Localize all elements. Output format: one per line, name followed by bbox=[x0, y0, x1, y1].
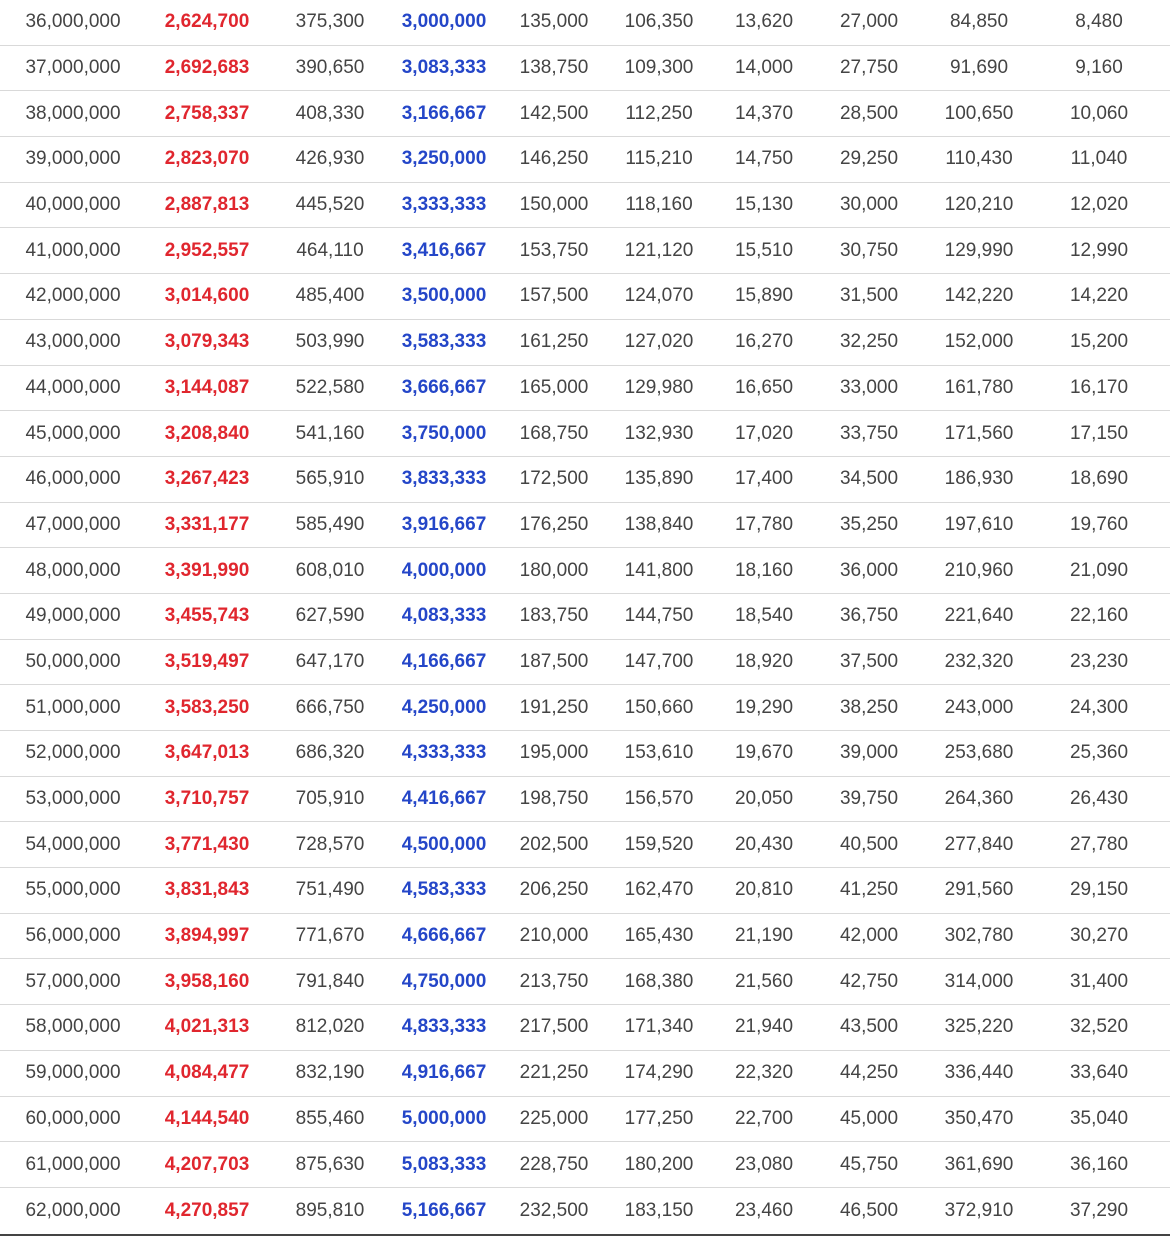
table-cell-col-9: 350,470 bbox=[944, 1107, 1014, 1129]
table-cell-col-2: 2,887,813 bbox=[164, 194, 250, 216]
table-cell-col-1: 44,000,000 bbox=[25, 376, 121, 398]
table-cell-col-7: 19,290 bbox=[734, 696, 794, 718]
table-cell-col-5: 202,500 bbox=[519, 833, 589, 855]
table-cell-col-10: 9,160 bbox=[1075, 57, 1123, 79]
table-cell-col-3: 647,170 bbox=[295, 650, 365, 672]
table-cell-col-5: 135,000 bbox=[519, 11, 589, 33]
table-cell-col-6: 132,930 bbox=[624, 422, 694, 444]
table-cell-col-10: 21,090 bbox=[1069, 559, 1129, 581]
table-cell-col-8: 27,000 bbox=[839, 11, 899, 33]
table-cell-col-10: 30,270 bbox=[1069, 925, 1129, 947]
table-cell-col-1: 36,000,000 bbox=[25, 11, 121, 33]
table-cell-col-5: 221,250 bbox=[519, 1062, 589, 1084]
table-cell-col-10: 33,640 bbox=[1069, 1062, 1129, 1084]
table-cell-col-8: 34,500 bbox=[839, 468, 899, 490]
table-cell-col-10: 29,150 bbox=[1069, 879, 1129, 901]
table-cell-col-4: 4,916,667 bbox=[401, 1062, 487, 1084]
table-cell-col-6: 153,610 bbox=[624, 742, 694, 764]
table-cell-col-8: 30,000 bbox=[839, 194, 899, 216]
table-row bbox=[0, 914, 1170, 960]
table-cell-col-6: 106,350 bbox=[624, 11, 694, 33]
table-cell-col-8: 28,500 bbox=[839, 102, 899, 124]
table-cell-col-8: 36,750 bbox=[839, 605, 899, 627]
table-cell-col-5: 210,000 bbox=[519, 925, 589, 947]
table-cell-col-1: 52,000,000 bbox=[25, 742, 121, 764]
table-cell-col-7: 15,890 bbox=[734, 285, 794, 307]
table-cell-col-7: 21,190 bbox=[734, 925, 794, 947]
table-cell-col-1: 50,000,000 bbox=[25, 650, 121, 672]
table-cell-col-8: 39,750 bbox=[839, 788, 899, 810]
table-cell-col-1: 60,000,000 bbox=[25, 1107, 121, 1129]
table-cell-col-8: 29,250 bbox=[839, 148, 899, 170]
table-cell-col-8: 36,000 bbox=[839, 559, 899, 581]
table-cell-col-3: 832,190 bbox=[295, 1062, 365, 1084]
table-cell-col-10: 19,760 bbox=[1069, 513, 1129, 535]
table-cell-col-7: 15,510 bbox=[734, 239, 794, 261]
table-cell-col-3: 686,320 bbox=[295, 742, 365, 764]
table-cell-col-3: 375,300 bbox=[295, 11, 365, 33]
table-row bbox=[0, 366, 1170, 412]
table-cell-col-8: 43,500 bbox=[839, 1016, 899, 1038]
table-cell-col-10: 23,230 bbox=[1069, 650, 1129, 672]
table-cell-col-3: 728,570 bbox=[295, 833, 365, 855]
table-cell-col-5: 157,500 bbox=[519, 285, 589, 307]
table-row bbox=[0, 685, 1170, 731]
table-cell-col-4: 3,750,000 bbox=[401, 422, 487, 444]
table-cell-col-10: 8,480 bbox=[1075, 11, 1123, 33]
table-cell-col-4: 4,416,667 bbox=[401, 788, 487, 810]
table-cell-col-2: 3,958,160 bbox=[164, 970, 250, 992]
table-cell-col-2: 3,519,497 bbox=[164, 650, 250, 672]
table-cell-col-6: 118,160 bbox=[625, 194, 693, 216]
table-cell-col-9: 129,990 bbox=[944, 239, 1014, 261]
table-cell-col-7: 18,920 bbox=[734, 650, 794, 672]
table-cell-col-4: 4,583,333 bbox=[401, 879, 487, 901]
table-row bbox=[0, 320, 1170, 366]
table-cell-col-3: 408,330 bbox=[295, 102, 365, 124]
table-cell-col-3: 855,460 bbox=[295, 1107, 365, 1129]
table-cell-col-2: 4,084,477 bbox=[164, 1062, 250, 1084]
table-cell-col-3: 464,110 bbox=[296, 239, 364, 261]
table-cell-col-1: 59,000,000 bbox=[25, 1062, 121, 1084]
table-cell-col-2: 3,710,757 bbox=[164, 788, 250, 810]
table-cell-col-5: 150,000 bbox=[519, 194, 589, 216]
table-cell-col-4: 3,000,000 bbox=[401, 11, 487, 33]
table-cell-col-7: 20,050 bbox=[734, 788, 794, 810]
table-cell-col-5: 228,750 bbox=[519, 1153, 589, 1175]
table-cell-col-10: 27,780 bbox=[1069, 833, 1129, 855]
table-cell-col-4: 4,500,000 bbox=[401, 833, 487, 855]
table-cell-col-4: 4,250,000 bbox=[401, 696, 487, 718]
table-cell-col-10: 24,300 bbox=[1069, 696, 1129, 718]
table-cell-col-1: 58,000,000 bbox=[25, 1016, 121, 1038]
table-cell-col-8: 39,000 bbox=[839, 742, 899, 764]
table-cell-col-1: 53,000,000 bbox=[25, 788, 121, 810]
table-cell-col-7: 17,020 bbox=[734, 422, 794, 444]
table-row bbox=[0, 1097, 1170, 1143]
table-cell-col-2: 3,079,343 bbox=[164, 331, 250, 353]
table-cell-col-3: 791,840 bbox=[295, 970, 365, 992]
table-cell-col-9: 161,780 bbox=[944, 376, 1014, 398]
table-cell-col-9: 325,220 bbox=[944, 1016, 1014, 1038]
table-cell-col-7: 13,620 bbox=[734, 11, 794, 33]
table-cell-col-1: 42,000,000 bbox=[25, 285, 121, 307]
table-cell-col-4: 3,083,333 bbox=[401, 57, 487, 79]
table-cell-col-8: 30,750 bbox=[839, 239, 899, 261]
table-row bbox=[0, 91, 1170, 137]
table-row bbox=[0, 1142, 1170, 1188]
table-row bbox=[0, 640, 1170, 686]
table-cell-col-6: 147,700 bbox=[624, 650, 694, 672]
table-cell-col-10: 25,360 bbox=[1069, 742, 1129, 764]
table-row bbox=[0, 274, 1170, 320]
table-cell-col-9: 277,840 bbox=[944, 833, 1014, 855]
table-cell-col-6: 177,250 bbox=[624, 1107, 694, 1129]
table-row bbox=[0, 868, 1170, 914]
table-cell-col-3: 751,490 bbox=[295, 879, 365, 901]
table-cell-col-3: 485,400 bbox=[295, 285, 365, 307]
table-cell-col-5: 180,000 bbox=[519, 559, 589, 581]
table-cell-col-10: 37,290 bbox=[1069, 1199, 1129, 1221]
table-cell-col-4: 3,250,000 bbox=[401, 148, 487, 170]
table-cell-col-4: 4,750,000 bbox=[401, 970, 487, 992]
table-row bbox=[0, 1188, 1170, 1234]
table-cell-col-1: 41,000,000 bbox=[25, 239, 121, 261]
table-row bbox=[0, 548, 1170, 594]
table-cell-col-4: 3,833,333 bbox=[401, 468, 487, 490]
table-cell-col-6: 115,210 bbox=[625, 148, 693, 170]
table-cell-col-1: 56,000,000 bbox=[25, 925, 121, 947]
table-cell-col-6: 180,200 bbox=[624, 1153, 694, 1175]
table-cell-col-5: 232,500 bbox=[519, 1199, 589, 1221]
table-cell-col-4: 4,166,667 bbox=[401, 650, 487, 672]
table-row bbox=[0, 137, 1170, 183]
table-cell-col-7: 18,160 bbox=[734, 559, 794, 581]
table-cell-col-7: 21,560 bbox=[734, 970, 794, 992]
table-cell-col-9: 372,910 bbox=[944, 1199, 1014, 1221]
table-cell-col-7: 18,540 bbox=[734, 605, 794, 627]
table-cell-col-9: 84,850 bbox=[949, 11, 1009, 33]
table-cell-col-7: 22,700 bbox=[734, 1107, 794, 1129]
table-cell-col-8: 33,750 bbox=[839, 422, 899, 444]
table-cell-col-2: 2,952,557 bbox=[164, 239, 250, 261]
table-cell-col-10: 26,430 bbox=[1069, 788, 1129, 810]
table-cell-col-10: 22,160 bbox=[1069, 605, 1129, 627]
table-cell-col-7: 19,670 bbox=[734, 742, 794, 764]
table-cell-col-2: 3,894,997 bbox=[164, 925, 250, 947]
table-cell-col-6: 124,070 bbox=[624, 285, 694, 307]
table-cell-col-3: 565,910 bbox=[295, 468, 365, 490]
table-cell-col-8: 32,250 bbox=[839, 331, 899, 353]
table-cell-col-6: 121,120 bbox=[624, 239, 694, 261]
table-cell-col-1: 49,000,000 bbox=[25, 605, 121, 627]
table-cell-col-7: 14,370 bbox=[734, 102, 794, 124]
table-cell-col-10: 16,170 bbox=[1069, 376, 1129, 398]
table-cell-col-2: 3,831,843 bbox=[164, 879, 250, 901]
table-cell-col-3: 875,630 bbox=[295, 1153, 365, 1175]
table-cell-col-5: 187,500 bbox=[519, 650, 589, 672]
table-row bbox=[0, 228, 1170, 274]
table-cell-col-4: 3,500,000 bbox=[401, 285, 487, 307]
table-cell-col-5: 176,250 bbox=[519, 513, 589, 535]
table-cell-col-2: 3,144,087 bbox=[164, 376, 250, 398]
table-cell-col-3: 541,160 bbox=[295, 422, 365, 444]
table-cell-col-9: 186,930 bbox=[944, 468, 1014, 490]
table-cell-col-7: 16,650 bbox=[734, 376, 794, 398]
table-cell-col-9: 197,610 bbox=[944, 513, 1014, 535]
table-cell-col-6: 156,570 bbox=[624, 788, 694, 810]
table-cell-col-6: 141,800 bbox=[624, 559, 694, 581]
table-cell-col-5: 225,000 bbox=[519, 1107, 589, 1129]
table-row bbox=[0, 959, 1170, 1005]
table-cell-col-8: 31,500 bbox=[839, 285, 899, 307]
table-cell-col-9: 243,000 bbox=[944, 696, 1014, 718]
table-cell-col-9: 314,000 bbox=[944, 970, 1014, 992]
table-cell-col-9: 232,320 bbox=[944, 650, 1014, 672]
table-cell-col-6: 109,300 bbox=[624, 57, 694, 79]
table-cell-col-10: 15,200 bbox=[1069, 331, 1129, 353]
table-cell-col-3: 503,990 bbox=[295, 331, 365, 353]
table-row bbox=[0, 594, 1170, 640]
table-cell-col-1: 37,000,000 bbox=[25, 57, 121, 79]
table-cell-col-10: 12,020 bbox=[1069, 194, 1129, 216]
table-cell-col-5: 191,250 bbox=[519, 696, 589, 718]
table-cell-col-8: 41,250 bbox=[839, 879, 899, 901]
table-cell-col-5: 165,000 bbox=[519, 376, 589, 398]
table-cell-col-9: 264,360 bbox=[944, 788, 1014, 810]
table-cell-col-1: 45,000,000 bbox=[25, 422, 121, 444]
table-cell-col-5: 195,000 bbox=[519, 742, 589, 764]
table-cell-col-1: 38,000,000 bbox=[25, 102, 121, 124]
table-cell-col-2: 2,758,337 bbox=[164, 102, 250, 124]
table-cell-col-5: 206,250 bbox=[519, 879, 589, 901]
table-cell-col-5: 168,750 bbox=[519, 422, 589, 444]
table-cell-col-1: 47,000,000 bbox=[25, 513, 121, 535]
table-cell-col-2: 3,331,177 bbox=[164, 513, 250, 535]
table-cell-col-2: 3,583,250 bbox=[164, 696, 250, 718]
table-cell-col-2: 3,014,600 bbox=[164, 285, 250, 307]
table-cell-col-9: 253,680 bbox=[944, 742, 1014, 764]
table-cell-col-1: 51,000,000 bbox=[25, 696, 121, 718]
table-cell-col-6: 138,840 bbox=[624, 513, 694, 535]
table-cell-col-7: 17,400 bbox=[734, 468, 794, 490]
table-cell-col-6: 168,380 bbox=[624, 970, 694, 992]
table-cell-col-6: 165,430 bbox=[624, 925, 694, 947]
table-row bbox=[0, 777, 1170, 823]
table-cell-col-4: 4,000,000 bbox=[401, 559, 487, 581]
table-cell-col-5: 183,750 bbox=[519, 605, 589, 627]
table-cell-col-3: 390,650 bbox=[295, 57, 365, 79]
table-cell-col-5: 217,500 bbox=[519, 1016, 589, 1038]
table-cell-col-10: 10,060 bbox=[1069, 102, 1129, 124]
table-cell-col-1: 62,000,000 bbox=[25, 1199, 121, 1221]
table-cell-col-9: 91,690 bbox=[949, 57, 1009, 79]
table-cell-col-10: 11,040 bbox=[1070, 148, 1128, 170]
table-cell-col-3: 426,930 bbox=[295, 148, 365, 170]
table-cell-col-9: 171,560 bbox=[944, 422, 1014, 444]
table-cell-col-5: 161,250 bbox=[519, 331, 589, 353]
table-cell-col-3: 705,910 bbox=[295, 788, 365, 810]
table-cell-col-3: 627,590 bbox=[295, 605, 365, 627]
table-cell-col-4: 3,583,333 bbox=[401, 331, 487, 353]
table-cell-col-10: 18,690 bbox=[1069, 468, 1129, 490]
table-cell-col-6: 129,980 bbox=[624, 376, 694, 398]
table-cell-col-10: 17,150 bbox=[1069, 422, 1129, 444]
table-cell-col-1: 43,000,000 bbox=[25, 331, 121, 353]
table-cell-col-1: 61,000,000 bbox=[25, 1153, 121, 1175]
table-cell-col-2: 4,207,703 bbox=[164, 1153, 250, 1175]
table-cell-col-8: 46,500 bbox=[839, 1199, 899, 1221]
table-cell-col-4: 3,666,667 bbox=[401, 376, 487, 398]
table-cell-col-6: 183,150 bbox=[624, 1199, 694, 1221]
table-cell-col-2: 4,144,540 bbox=[164, 1107, 250, 1129]
table-cell-col-8: 44,250 bbox=[839, 1062, 899, 1084]
table-cell-col-4: 3,333,333 bbox=[401, 194, 487, 216]
table-row bbox=[0, 822, 1170, 868]
table-cell-col-2: 4,270,857 bbox=[164, 1199, 250, 1221]
table-cell-col-7: 15,130 bbox=[734, 194, 794, 216]
table-cell-col-7: 16,270 bbox=[734, 331, 794, 353]
table-cell-col-6: 171,340 bbox=[624, 1016, 694, 1038]
table-cell-col-5: 198,750 bbox=[519, 788, 589, 810]
table-cell-col-10: 32,520 bbox=[1069, 1016, 1129, 1038]
table-cell-col-8: 45,750 bbox=[839, 1153, 899, 1175]
table-cell-col-3: 812,020 bbox=[295, 1016, 365, 1038]
table-cell-col-8: 42,750 bbox=[839, 970, 899, 992]
table-cell-col-9: 336,440 bbox=[944, 1062, 1014, 1084]
table-cell-col-10: 31,400 bbox=[1069, 970, 1129, 992]
table-row bbox=[0, 0, 1170, 46]
table-cell-col-1: 57,000,000 bbox=[25, 970, 121, 992]
table-cell-col-8: 38,250 bbox=[839, 696, 899, 718]
table-cell-col-7: 23,080 bbox=[734, 1153, 794, 1175]
table-row bbox=[0, 731, 1170, 777]
table-cell-col-8: 37,500 bbox=[839, 650, 899, 672]
table-cell-col-1: 48,000,000 bbox=[25, 559, 121, 581]
table-cell-col-9: 210,960 bbox=[944, 559, 1014, 581]
table-cell-col-2: 2,624,700 bbox=[164, 11, 250, 33]
table-cell-col-6: 162,470 bbox=[624, 879, 694, 901]
table-cell-col-1: 54,000,000 bbox=[25, 833, 121, 855]
table-cell-col-6: 127,020 bbox=[624, 331, 694, 353]
table-cell-col-8: 45,000 bbox=[839, 1107, 899, 1129]
table-cell-col-6: 174,290 bbox=[624, 1062, 694, 1084]
table-cell-col-8: 35,250 bbox=[839, 513, 899, 535]
table-cell-col-2: 3,267,423 bbox=[164, 468, 250, 490]
table-cell-col-2: 2,823,070 bbox=[164, 148, 250, 170]
table-cell-col-9: 152,000 bbox=[944, 331, 1014, 353]
table-cell-col-6: 135,890 bbox=[624, 468, 694, 490]
table-cell-col-5: 142,500 bbox=[519, 102, 589, 124]
table-cell-col-2: 3,647,013 bbox=[164, 742, 250, 764]
table-cell-col-5: 146,250 bbox=[519, 148, 589, 170]
table-cell-col-8: 33,000 bbox=[839, 376, 899, 398]
table-cell-col-3: 445,520 bbox=[295, 194, 365, 216]
table-cell-col-3: 522,580 bbox=[295, 376, 365, 398]
table-cell-col-1: 46,000,000 bbox=[25, 468, 121, 490]
table-row bbox=[0, 457, 1170, 503]
table-row bbox=[0, 503, 1170, 549]
table-cell-col-1: 40,000,000 bbox=[25, 194, 121, 216]
table-cell-col-4: 3,166,667 bbox=[401, 102, 487, 124]
table-cell-col-4: 5,083,333 bbox=[401, 1153, 487, 1175]
table-cell-col-4: 5,166,667 bbox=[401, 1199, 487, 1221]
table-cell-col-4: 5,000,000 bbox=[401, 1107, 487, 1129]
table-cell-col-9: 142,220 bbox=[944, 285, 1014, 307]
table-cell-col-5: 138,750 bbox=[519, 57, 589, 79]
table-cell-col-8: 40,500 bbox=[839, 833, 899, 855]
table-cell-col-7: 22,320 bbox=[734, 1062, 794, 1084]
table-cell-col-7: 17,780 bbox=[734, 513, 794, 535]
table-cell-col-7: 20,810 bbox=[734, 879, 794, 901]
table-row bbox=[0, 46, 1170, 92]
table-cell-col-7: 14,750 bbox=[734, 148, 794, 170]
table-cell-col-4: 4,333,333 bbox=[401, 742, 487, 764]
table-cell-col-9: 221,640 bbox=[944, 605, 1014, 627]
table-cell-col-6: 159,520 bbox=[624, 833, 694, 855]
table-cell-col-4: 4,833,333 bbox=[401, 1016, 487, 1038]
table-cell-col-7: 14,000 bbox=[734, 57, 794, 79]
table-cell-col-3: 895,810 bbox=[295, 1199, 365, 1221]
table-cell-col-7: 23,460 bbox=[734, 1199, 794, 1221]
table-cell-col-9: 302,780 bbox=[944, 925, 1014, 947]
table-cell-col-8: 27,750 bbox=[839, 57, 899, 79]
table-row bbox=[0, 1005, 1170, 1051]
table-cell-col-3: 585,490 bbox=[295, 513, 365, 535]
table-cell-col-9: 100,650 bbox=[944, 102, 1014, 124]
table-cell-col-4: 4,666,667 bbox=[401, 925, 487, 947]
table-cell-col-2: 3,391,990 bbox=[164, 559, 250, 581]
table-row bbox=[0, 183, 1170, 229]
table-cell-col-5: 153,750 bbox=[519, 239, 589, 261]
table-cell-col-3: 608,010 bbox=[295, 559, 365, 581]
table-cell-col-3: 771,670 bbox=[295, 925, 365, 947]
table-cell-col-1: 39,000,000 bbox=[25, 148, 121, 170]
table-cell-col-6: 112,250 bbox=[625, 102, 693, 124]
table-row bbox=[0, 411, 1170, 457]
table-cell-col-2: 3,455,743 bbox=[164, 605, 250, 627]
table-cell-col-6: 150,660 bbox=[624, 696, 694, 718]
table-cell-col-7: 21,940 bbox=[734, 1016, 794, 1038]
table-cell-col-10: 36,160 bbox=[1069, 1153, 1129, 1175]
table-cell-col-4: 3,416,667 bbox=[401, 239, 487, 261]
table-cell-col-7: 20,430 bbox=[734, 833, 794, 855]
table-cell-col-10: 12,990 bbox=[1069, 239, 1129, 261]
table-row bbox=[0, 1051, 1170, 1097]
table-cell-col-5: 213,750 bbox=[519, 970, 589, 992]
table-cell-col-2: 3,208,840 bbox=[164, 422, 250, 444]
table-cell-col-5: 172,500 bbox=[519, 468, 589, 490]
table-cell-col-4: 3,916,667 bbox=[401, 513, 487, 535]
table-cell-col-2: 4,021,313 bbox=[164, 1016, 250, 1038]
table-cell-col-10: 35,040 bbox=[1069, 1107, 1129, 1129]
table-cell-col-9: 291,560 bbox=[944, 879, 1014, 901]
table-cell-col-4: 4,083,333 bbox=[401, 605, 487, 627]
table-cell-col-8: 42,000 bbox=[839, 925, 899, 947]
table-cell-col-2: 2,692,683 bbox=[164, 57, 250, 79]
table-cell-col-6: 144,750 bbox=[624, 605, 694, 627]
table-cell-col-10: 14,220 bbox=[1069, 285, 1129, 307]
table-cell-col-3: 666,750 bbox=[295, 696, 365, 718]
table-cell-col-9: 110,430 bbox=[945, 148, 1013, 170]
table-cell-col-9: 361,690 bbox=[944, 1153, 1014, 1175]
table-cell-col-9: 120,210 bbox=[944, 194, 1014, 216]
table-cell-col-1: 55,000,000 bbox=[25, 879, 121, 901]
table-cell-col-2: 3,771,430 bbox=[164, 833, 250, 855]
